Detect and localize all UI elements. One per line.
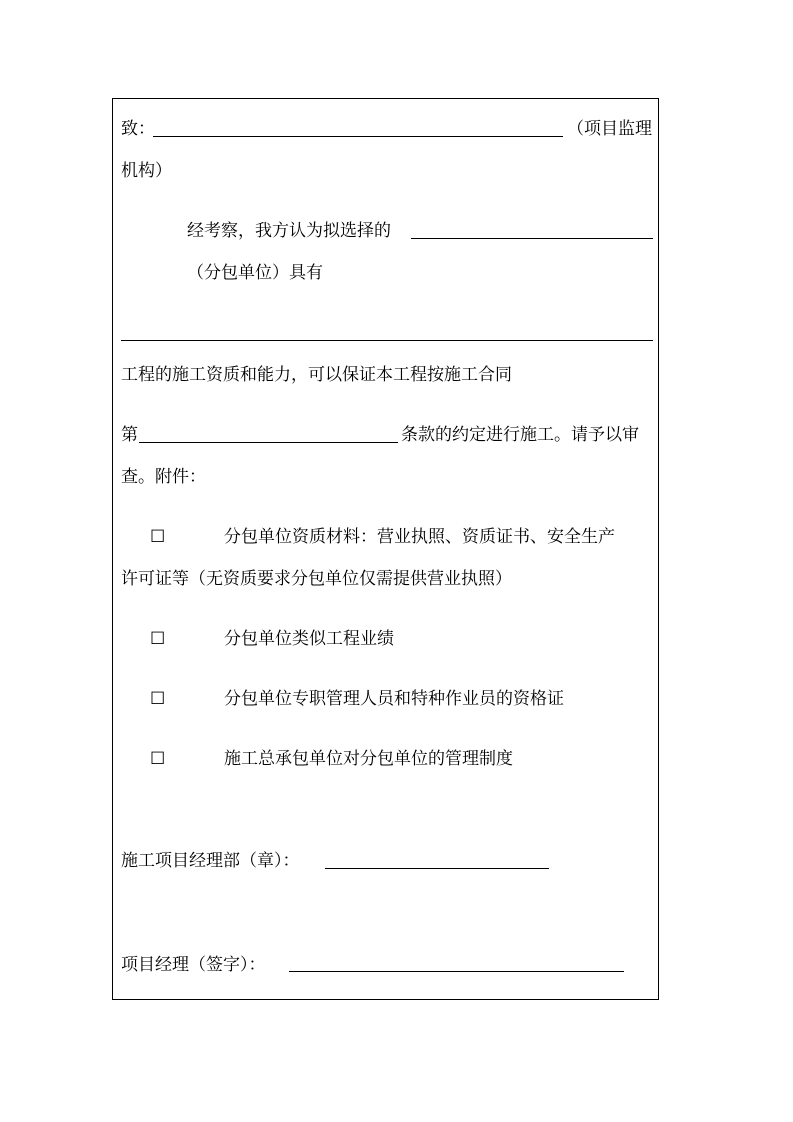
to-label: 致： [121, 119, 155, 139]
dept-seal-label: 施工项目经理部（章）： [121, 851, 300, 871]
project-name-blank-line[interactable] [121, 340, 653, 341]
to-suffix: （项目监理 [567, 119, 652, 139]
attachment-label-1-continued: 许可证等（无资质要求分包单位仅需提供营业执照） [121, 569, 512, 589]
attachment-checkbox-3[interactable]: ☐ [150, 689, 166, 709]
clause-blank-line[interactable] [139, 442, 398, 443]
subcontractor-blank-line[interactable] [411, 238, 653, 239]
dept-seal-blank-line[interactable] [325, 868, 549, 869]
to-suffix-continued: 机构） [121, 161, 172, 181]
attachment-label-2: 分包单位类似工程业绩 [224, 629, 394, 649]
attachment-label-1: 分包单位资质材料：营业执照、资质证书、安全生产 [224, 527, 615, 547]
manager-signature-blank-line[interactable] [289, 971, 624, 972]
manager-signature-label: 项目经理（签字）： [121, 955, 266, 975]
to-blank-line[interactable] [153, 136, 563, 137]
para1-continued: （分包单位）具有 [187, 263, 323, 283]
para1-lead: 经考察，我方认为拟选择的 [187, 221, 391, 241]
attachment-checkbox-2[interactable]: ☐ [150, 629, 166, 649]
attachment-label-4: 施工总承包单位对分包单位的管理制度 [224, 749, 513, 769]
attachment-label-3: 分包单位专职管理人员和特种作业员的资格证 [224, 689, 564, 709]
attachments-heading: 查。附件： [121, 467, 206, 487]
para2-line1: 工程的施工资质和能力，可以保证本工程按施工合同 [121, 365, 512, 385]
attachment-checkbox-1[interactable]: ☐ [150, 527, 166, 547]
attachment-checkbox-4[interactable]: ☐ [150, 749, 166, 769]
clause-suffix: 条款的约定进行施工。请予以审 [401, 425, 639, 445]
clause-prefix: 第 [121, 425, 138, 445]
